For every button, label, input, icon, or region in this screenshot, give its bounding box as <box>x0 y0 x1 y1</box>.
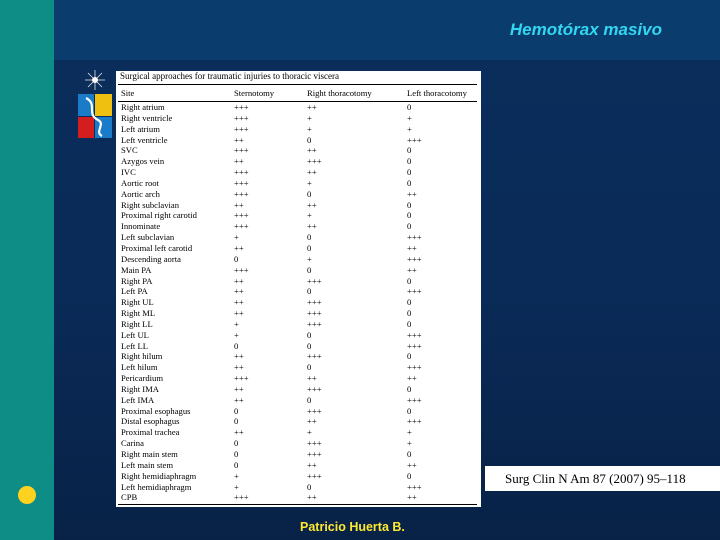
surgical-approach-table <box>116 71 481 507</box>
sternotomy-cell: ++ <box>234 286 244 297</box>
site-cell: Proximal esophagus <box>121 405 191 416</box>
left-thoracotomy-cell: ++ <box>407 264 417 275</box>
left-thoracotomy-cell: ++ <box>407 492 417 503</box>
right-thoracotomy-cell: ++ <box>307 199 317 210</box>
table-row <box>116 167 481 178</box>
side-bar <box>0 0 54 540</box>
sternotomy-cell: ++ <box>234 275 244 286</box>
table-row <box>116 471 481 482</box>
right-thoracotomy-cell: +++ <box>307 318 322 329</box>
right-thoracotomy-cell: ++ <box>307 492 317 503</box>
sternotomy-cell: 0 <box>234 416 239 427</box>
left-thoracotomy-cell: ++ <box>407 373 417 384</box>
table-row <box>116 351 481 362</box>
site-cell: Descending aorta <box>121 253 181 264</box>
table-row <box>116 330 481 341</box>
sternotomy-cell: 0 <box>234 253 239 264</box>
site-cell: Left IMA <box>121 394 155 405</box>
slide-title: Hemotórax masivo <box>509 20 662 39</box>
table-row <box>116 254 481 265</box>
site-cell: Aortic root <box>121 177 159 188</box>
sternotomy-cell: + <box>234 232 239 243</box>
left-thoracotomy-cell: + <box>407 123 412 134</box>
site-cell: Right PA <box>121 275 153 286</box>
sternotomy-cell: +++ <box>234 145 249 156</box>
site-cell: Aortic arch <box>121 188 160 199</box>
author-name: Patricio Huerta B. <box>300 520 405 534</box>
right-thoracotomy-cell: ++ <box>307 416 317 427</box>
left-thoracotomy-cell: +++ <box>407 329 422 340</box>
right-thoracotomy-cell: 0 <box>307 188 312 199</box>
right-thoracotomy-cell: +++ <box>307 275 322 286</box>
site-cell: Left hemidiaphragm <box>121 481 192 492</box>
left-thoracotomy-cell: +++ <box>407 394 422 405</box>
left-thoracotomy-cell: 0 <box>407 470 412 481</box>
table-row <box>116 449 481 460</box>
site-cell: Left subclavian <box>121 232 175 243</box>
sternotomy-cell: +++ <box>234 167 249 178</box>
table-body <box>116 102 481 503</box>
left-thoracotomy-cell: +++ <box>407 416 422 427</box>
left-thoracotomy-cell: 0 <box>407 167 412 178</box>
left-thoracotomy-cell: 0 <box>407 318 412 329</box>
table-row <box>116 178 481 189</box>
table-row <box>116 221 481 232</box>
right-thoracotomy-cell: + <box>307 210 312 221</box>
site-cell: Right subclavian <box>121 199 179 210</box>
table-row <box>116 341 481 352</box>
table-row <box>116 373 481 384</box>
table-row <box>116 319 481 330</box>
sternotomy-cell: ++ <box>234 156 244 167</box>
table-row <box>116 308 481 319</box>
sternotomy-cell: +++ <box>234 102 249 112</box>
table-rule-top <box>118 84 477 85</box>
site-cell: Left LL <box>121 340 148 351</box>
table-row <box>116 145 481 156</box>
right-thoracotomy-cell: 0 <box>307 329 312 340</box>
table-row <box>116 265 481 276</box>
table-row <box>116 124 481 135</box>
table-row <box>116 482 481 493</box>
sternotomy-cell: +++ <box>234 210 249 221</box>
table-row <box>116 189 481 200</box>
right-thoracotomy-cell: 0 <box>307 394 312 405</box>
right-thoracotomy-cell: ++ <box>307 167 317 178</box>
site-cell: Right UL <box>121 297 154 308</box>
right-thoracotomy-cell: + <box>307 177 312 188</box>
site-cell: Main PA <box>121 264 152 275</box>
left-thoracotomy-cell: 0 <box>407 351 412 362</box>
table-caption: Surgical approaches for traumatic injuries to thoracic viscera <box>120 71 339 81</box>
column-header-site: Site <box>121 88 135 98</box>
table-row <box>116 362 481 373</box>
sternotomy-cell: +++ <box>234 177 249 188</box>
table-row <box>116 416 481 427</box>
site-cell: Left UL <box>121 329 149 340</box>
left-thoracotomy-cell: ++ <box>407 242 417 253</box>
right-thoracotomy-cell: 0 <box>307 134 312 145</box>
site-cell: Left ventricle <box>121 134 168 145</box>
left-thoracotomy-cell: +++ <box>407 253 422 264</box>
left-thoracotomy-cell: 0 <box>407 449 412 459</box>
left-thoracotomy-cell: 0 <box>407 297 412 308</box>
table-row <box>116 286 481 297</box>
right-thoracotomy-cell: + <box>307 123 312 134</box>
sternotomy-cell: +++ <box>234 112 249 123</box>
table-row <box>116 438 481 449</box>
table-row <box>116 460 481 471</box>
site-cell: Right main stem <box>121 449 178 459</box>
site-cell: IVC <box>121 167 136 178</box>
sternotomy-cell: 0 <box>234 449 239 459</box>
column-header-right-thoracotomy: Right thoracotomy <box>307 88 372 98</box>
sternotomy-cell: ++ <box>234 308 244 319</box>
left-thoracotomy-cell: ++ <box>407 459 417 470</box>
left-thoracotomy-cell: 0 <box>407 156 412 167</box>
site-cell: Innominate <box>121 221 161 232</box>
left-thoracotomy-cell: 0 <box>407 383 412 394</box>
left-thoracotomy-cell: 0 <box>407 221 412 232</box>
university-logo-icon <box>76 68 114 140</box>
sternotomy-cell: +++ <box>234 123 249 134</box>
right-thoracotomy-cell: +++ <box>307 449 322 459</box>
sternotomy-cell: ++ <box>234 351 244 362</box>
site-cell: Left main stem <box>121 459 174 470</box>
table-row <box>116 210 481 221</box>
table-rule-bottom <box>118 504 477 505</box>
left-thoracotomy-cell: 0 <box>407 308 412 319</box>
sternotomy-cell: +++ <box>234 221 249 232</box>
table-row <box>116 276 481 287</box>
sternotomy-cell: ++ <box>234 427 244 438</box>
table-row <box>116 200 481 211</box>
table-row <box>116 427 481 438</box>
left-thoracotomy-cell: 0 <box>407 199 412 210</box>
sternotomy-cell: ++ <box>234 242 244 253</box>
left-thoracotomy-cell: +++ <box>407 232 422 243</box>
table-row <box>116 113 481 124</box>
table-row <box>116 232 481 243</box>
site-cell: SVC <box>121 145 138 156</box>
table-row <box>116 135 481 146</box>
sternotomy-cell: 0 <box>234 405 239 416</box>
right-thoracotomy-cell: +++ <box>307 470 322 481</box>
site-cell: Pericardium <box>121 373 163 384</box>
left-thoracotomy-cell: 0 <box>407 102 412 112</box>
left-thoracotomy-cell: +++ <box>407 286 422 297</box>
citation-box: Surg Clin N Am 87 (2007) 95–118 <box>485 466 720 491</box>
right-thoracotomy-cell: + <box>307 253 312 264</box>
sternotomy-cell: 0 <box>234 459 239 470</box>
right-thoracotomy-cell: ++ <box>307 102 317 112</box>
left-thoracotomy-cell: +++ <box>407 481 422 492</box>
sternotomy-cell: 0 <box>234 340 239 351</box>
right-thoracotomy-cell: + <box>307 112 312 123</box>
right-thoracotomy-cell: ++ <box>307 459 317 470</box>
left-thoracotomy-cell: 0 <box>407 275 412 286</box>
left-thoracotomy-cell: + <box>407 438 412 449</box>
right-thoracotomy-cell: 0 <box>307 242 312 253</box>
sternotomy-cell: +++ <box>234 264 249 275</box>
site-cell: Right IMA <box>121 383 159 394</box>
sternotomy-cell: + <box>234 481 239 492</box>
left-thoracotomy-cell: +++ <box>407 362 422 373</box>
left-thoracotomy-cell: + <box>407 112 412 123</box>
right-thoracotomy-cell: 0 <box>307 264 312 275</box>
site-cell: Proximal right carotid <box>121 210 197 221</box>
left-thoracotomy-cell: +++ <box>407 340 422 351</box>
site-cell: Distal esophagus <box>121 416 180 427</box>
sternotomy-cell: ++ <box>234 394 244 405</box>
right-thoracotomy-cell: 0 <box>307 340 312 351</box>
site-cell: Left hilum <box>121 362 158 373</box>
left-thoracotomy-cell: +++ <box>407 134 422 145</box>
sternotomy-cell: ++ <box>234 199 244 210</box>
left-thoracotomy-cell: 0 <box>407 145 412 156</box>
sternotomy-cell: ++ <box>234 297 244 308</box>
right-thoracotomy-cell: 0 <box>307 232 312 243</box>
site-cell: Right hemidiaphragm <box>121 470 197 481</box>
sternotomy-cell: + <box>234 329 239 340</box>
right-thoracotomy-cell: +++ <box>307 351 322 362</box>
table-row <box>116 243 481 254</box>
sternotomy-cell: + <box>234 470 239 481</box>
site-cell: CPB <box>121 492 138 503</box>
right-thoracotomy-cell: ++ <box>307 221 317 232</box>
right-thoracotomy-cell: 0 <box>307 286 312 297</box>
sternotomy-cell: +++ <box>234 373 249 384</box>
site-cell: Right ML <box>121 308 156 319</box>
left-thoracotomy-cell: 0 <box>407 177 412 188</box>
right-thoracotomy-cell: +++ <box>307 405 322 416</box>
sternotomy-cell: + <box>234 318 239 329</box>
left-thoracotomy-cell: + <box>407 427 412 438</box>
sternotomy-cell: 0 <box>234 438 239 449</box>
site-cell: Right ventricle <box>121 112 173 123</box>
sternotomy-cell: +++ <box>234 188 249 199</box>
site-cell: Right LL <box>121 318 153 329</box>
sternotomy-cell: ++ <box>234 362 244 373</box>
bullet-dot <box>18 486 36 504</box>
table-row <box>116 492 481 503</box>
table-row <box>116 297 481 308</box>
table-row <box>116 406 481 417</box>
sternotomy-cell: ++ <box>234 134 244 145</box>
site-cell: Azygos vein <box>121 156 165 167</box>
site-cell: Left PA <box>121 286 148 297</box>
right-thoracotomy-cell: 0 <box>307 481 312 492</box>
right-thoracotomy-cell: +++ <box>307 156 322 167</box>
left-thoracotomy-cell: 0 <box>407 210 412 221</box>
sternotomy-cell: +++ <box>234 492 249 503</box>
table-row <box>116 384 481 395</box>
site-cell: Carina <box>121 438 144 449</box>
sternotomy-cell: ++ <box>234 383 244 394</box>
left-thoracotomy-cell: 0 <box>407 405 412 416</box>
right-thoracotomy-cell: ++ <box>307 145 317 156</box>
right-thoracotomy-cell: + <box>307 427 312 438</box>
site-cell: Right hilum <box>121 351 163 362</box>
right-thoracotomy-cell: +++ <box>307 308 322 319</box>
right-thoracotomy-cell: +++ <box>307 297 322 308</box>
table-row <box>116 395 481 406</box>
table-row <box>116 156 481 167</box>
table-row <box>116 102 481 113</box>
column-header-left-thoracotomy: Left thoracotomy <box>407 88 467 98</box>
left-thoracotomy-cell: ++ <box>407 188 417 199</box>
right-thoracotomy-cell: ++ <box>307 373 317 384</box>
site-cell: Proximal trachea <box>121 427 180 438</box>
column-header-sternotomy: Sternotomy <box>234 88 275 98</box>
site-cell: Right atrium <box>121 102 165 112</box>
site-cell: Left atrium <box>121 123 160 134</box>
site-cell: Proximal left carotid <box>121 242 193 253</box>
right-thoracotomy-cell: +++ <box>307 383 322 394</box>
right-thoracotomy-cell: 0 <box>307 362 312 373</box>
right-thoracotomy-cell: +++ <box>307 438 322 449</box>
